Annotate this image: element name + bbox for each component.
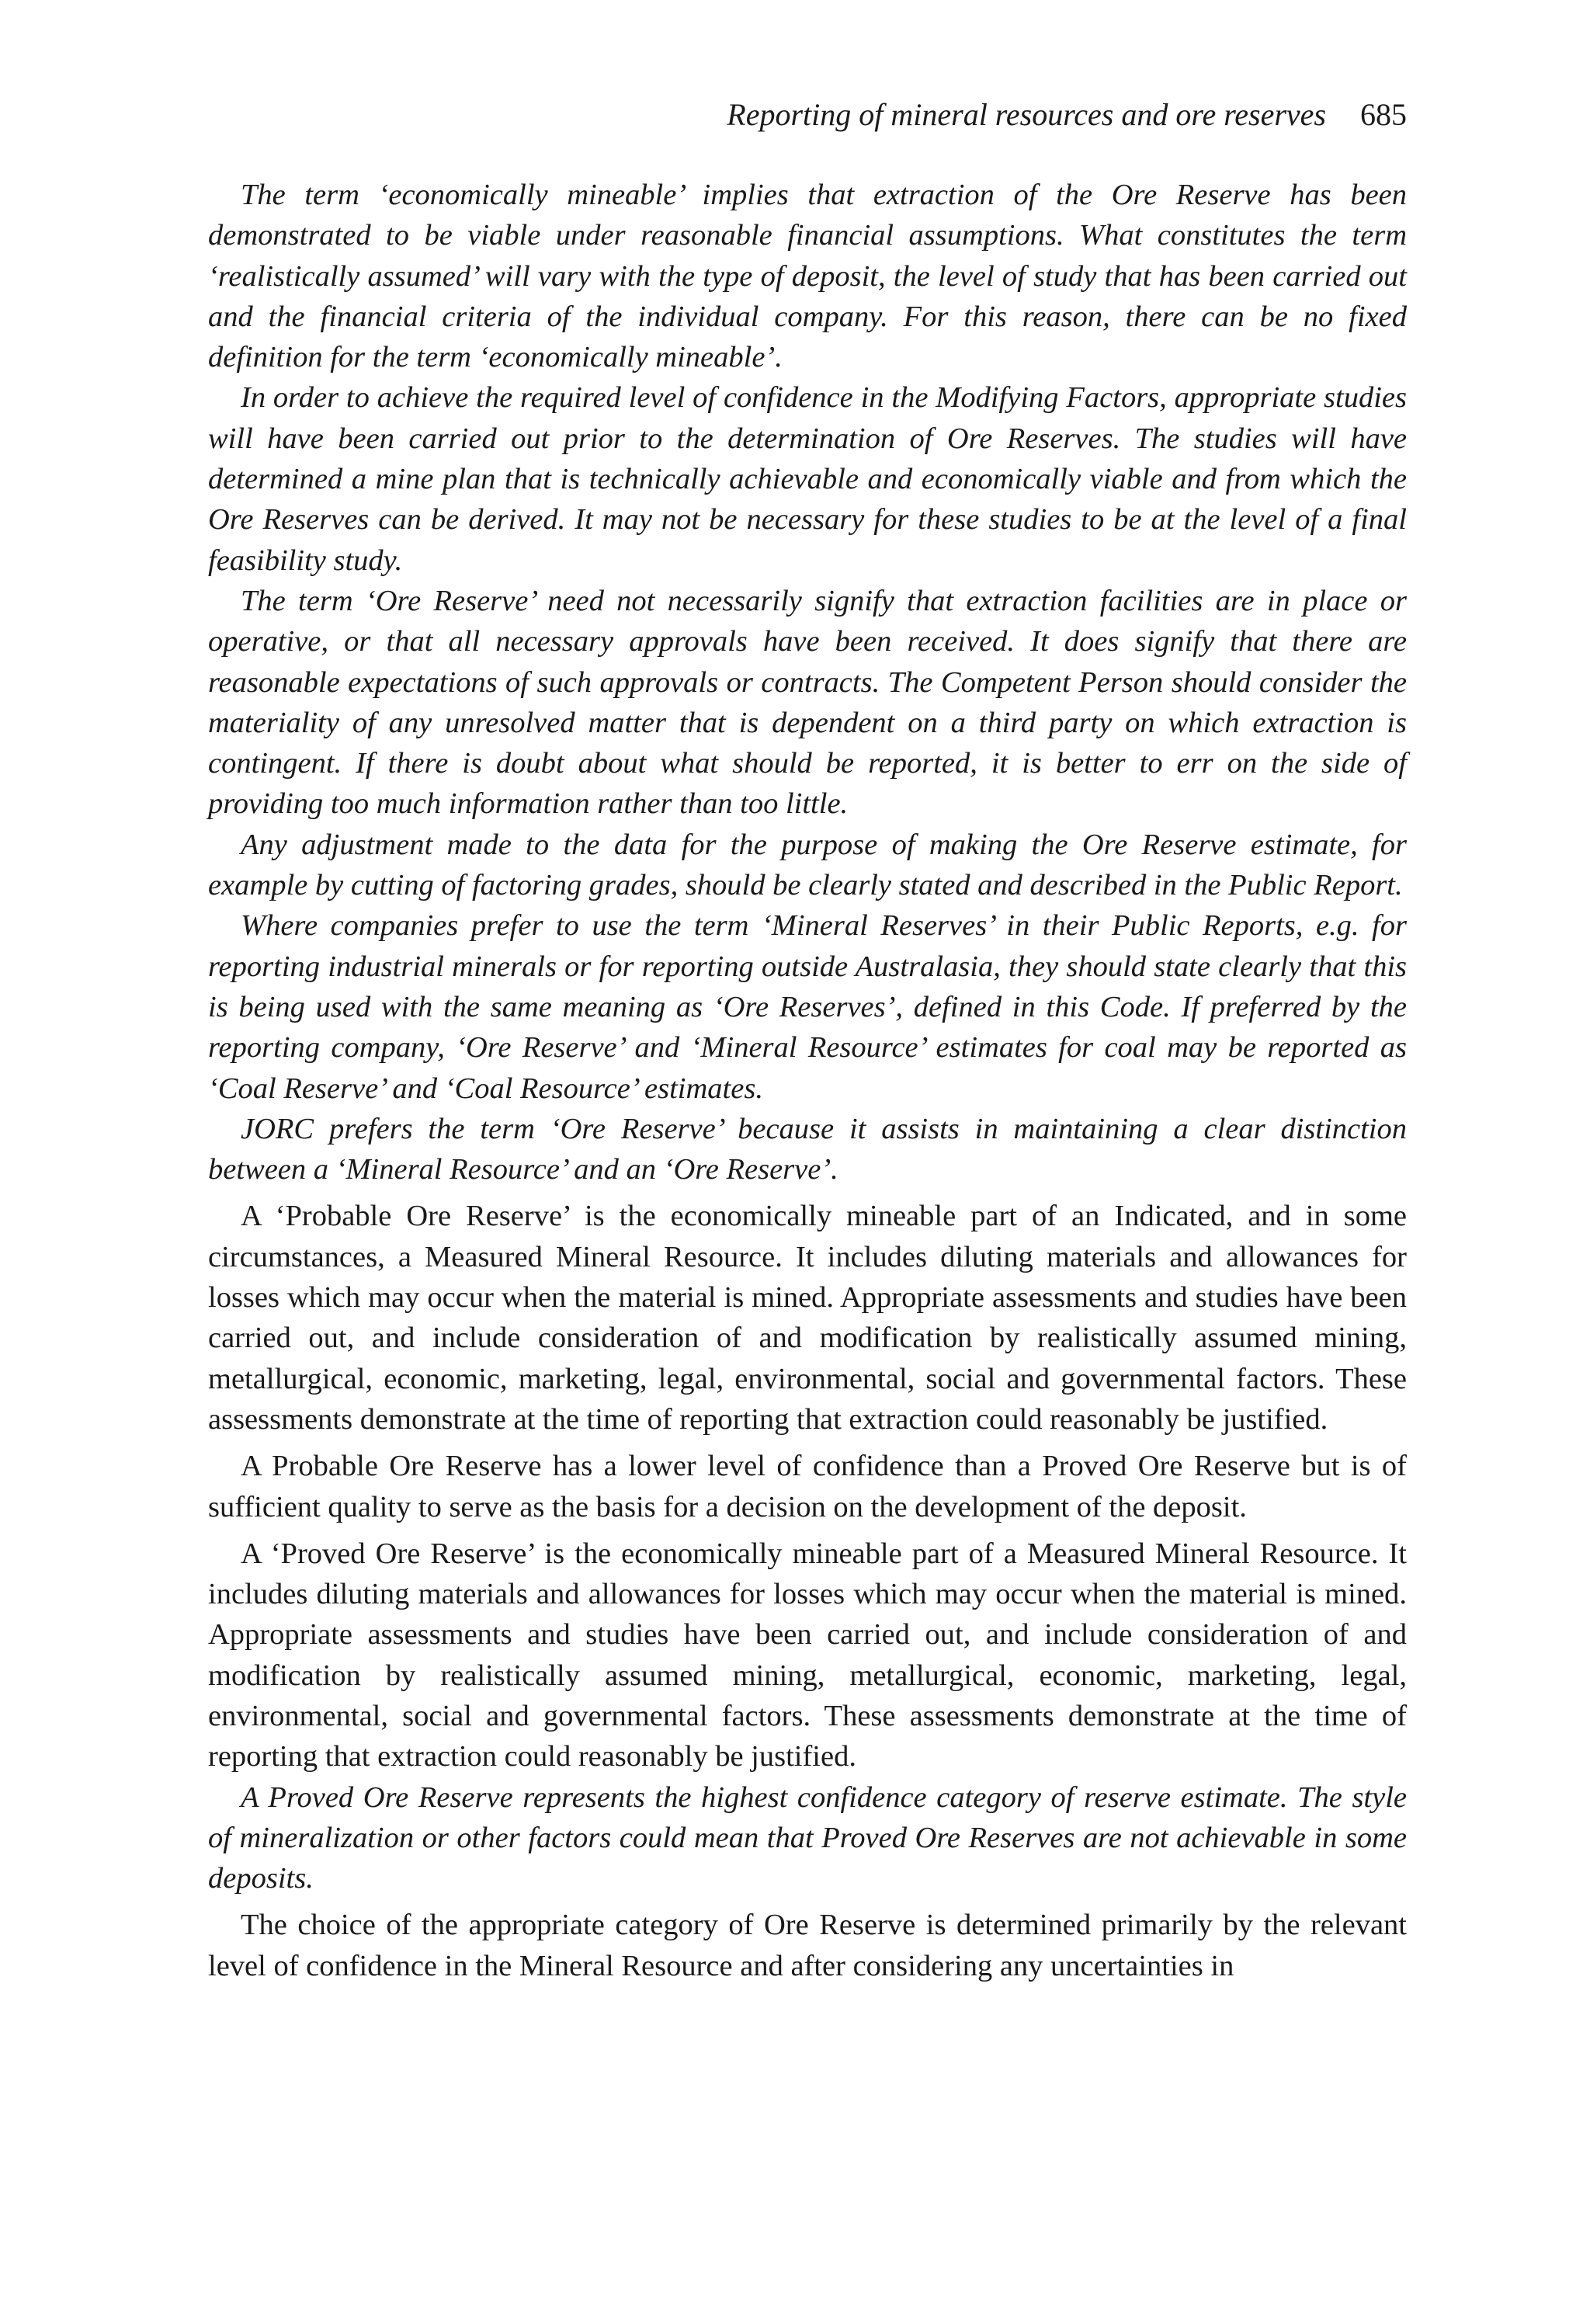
paragraph-economically-mineable: The term ‘economically mineable’ implies that extraction of the Ore Reserve has been demonstrated to be viable under reasonable financial assumptions. What constitutes the term ‘realistically assumed’ will vary with the type of deposit, the level of study that has been carried out and the financial criteria of the individual company. For this reason, there can be no fixed definition for the term ‘economically mineable’. xyxy=(208,179,1407,374)
paragraph-probable-confidence: A Probable Ore Reserve has a lower level of confidence than a Proved Ore Reserve but is of sufficient quality to serve as the basis for a decision on the development of the deposit. xyxy=(208,1450,1407,1523)
paragraph-proved-highest-confidence: A Proved Ore Reserve represents the highest confidence category of reserve estimate. The style of mineralization or other factors could mean that Proved Ore Reserves are not achievable in some deposits. xyxy=(208,1780,1407,1895)
running-header xyxy=(208,92,1407,138)
body-text xyxy=(208,175,1407,1986)
paragraph-proved-ore-reserve-definition: A ‘Proved Ore Reserve’ is the economically mineable part of a Measured Mineral Resource. It includes diluting materials and allowances for losses which may occur when the material is mined. Appropriate assessments and studies have been carried out, and include consideration of and modification by realistically assumed mining, metallurgical, economic, marketing, legal, environmental, social and governmental factors. These assessments demonstrate at the time of reporting that extraction could reasonably be justified. xyxy=(208,1537,1407,1773)
paragraph-data-adjustment: Any adjustment made to the data for the purpose of making the Ore Reserve estimate, for example by cutting of factoring grades, should be clearly stated and described in the Public Report. xyxy=(208,828,1407,902)
paragraph-modifying-factors: In order to achieve the required level of confidence in the Modifying Factors, appropriate studies will have been carried out prior to the determination of Ore Reserves. The studies will have determined a mine plan that is technically achievable and economically viable and from which the Ore Reserves can be derived. It may not be necessary for these studies to be at the level of a final feasibility study. xyxy=(208,381,1407,577)
page-number: 685 xyxy=(1360,97,1407,132)
running-title: Reporting of mineral resources and ore reserves xyxy=(727,97,1326,132)
paragraph-category-choice: The choice of the appropriate category of Ore Reserve is determined primarily by the relevant level of confidence in the Mineral Resource and after considering any uncertainties in xyxy=(208,1909,1407,1982)
paragraph-ore-reserve-approvals: The term ‘Ore Reserve’ need not necessarily signify that extraction facilities are in place or operative, or that all necessary approvals have been received. It does signify that there are reasonable expectations of such approvals or contracts. The Competent Person should consider the materiality of any unresolved matter that is dependent on a third party on which extraction is contingent. If there is doubt about what should be reported, it is better to err on the side of providing too much information rather than too little. xyxy=(208,584,1407,821)
paragraph-mineral-reserves-term: Where companies prefer to use the term ‘Mineral Reserves’ in their Public Reports, e.g. for reporting industrial minerals or for reporting outside Australasia, they should state clearly that this is being used with the same meaning as ‘Ore Reserves’, defined in this Code. If preferred by the reporting company, ‘Ore Reserve’ and ‘Mineral Resource’ estimates for coal may be reported as ‘Coal Reserve’ and ‘Coal Resource’ estimates. xyxy=(208,909,1407,1105)
paragraph-jorc-preference: JORC prefers the term ‘Ore Reserve’ because it assists in maintaining a clear distinction between a ‘Mineral Resource’ and an ‘Ore Reserve’. xyxy=(208,1112,1407,1186)
paragraph-probable-ore-reserve-definition: A ‘Probable Ore Reserve’ is the economically mineable part of an Indicated, and in some circumstances, a Measured Mineral Resource. It includes diluting materials and allowances for losses which may occur when the material is mined. Appropriate assessments and studies have been carried out, and include consideration of and modification by realistically assumed mining, metallurgical, economic, marketing, legal, environmental, social and governmental factors. These assessments demonstrate at the time of reporting that extraction could reasonably be justified. xyxy=(208,1200,1407,1436)
